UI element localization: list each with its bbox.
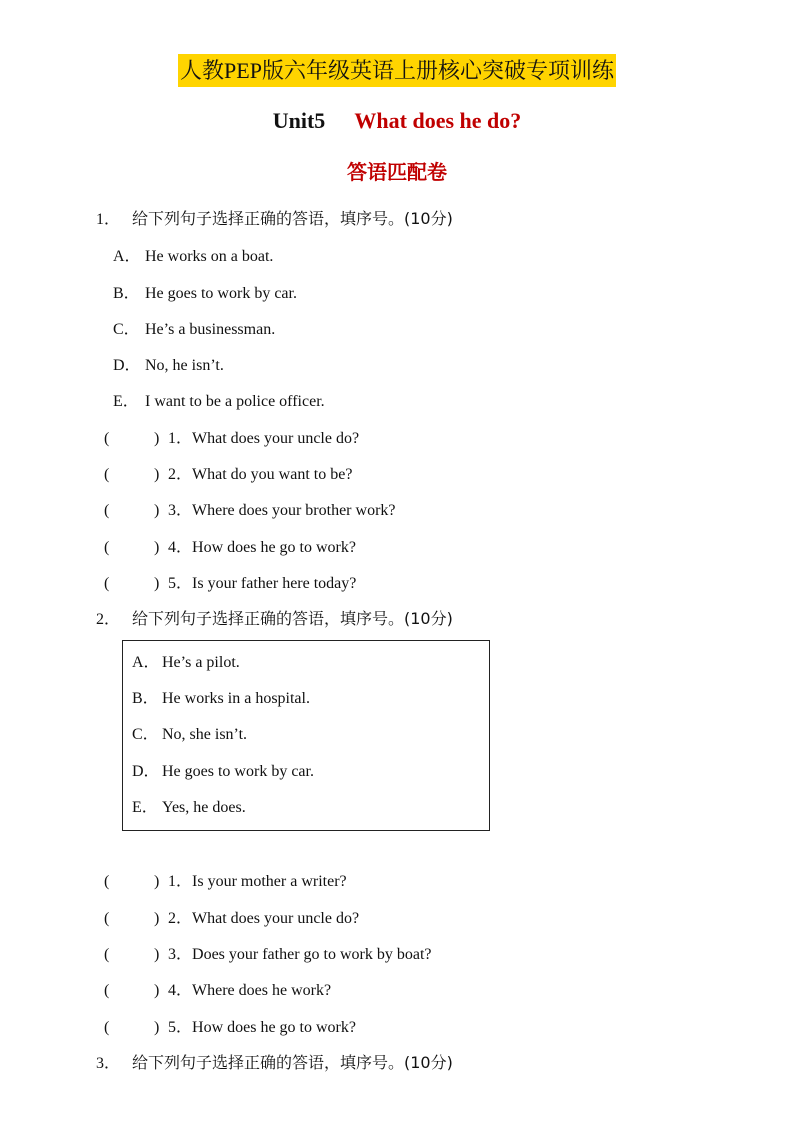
- question-item: [104, 868, 347, 891]
- item-text: Where does your brother work?: [192, 502, 396, 519]
- option: [132, 721, 247, 744]
- question-item: [104, 977, 331, 1000]
- question-item: [104, 461, 352, 484]
- section-instruction: 给下列句子选择正确的答语，填序号。(10分): [132, 209, 453, 228]
- item-text: How does he go to work?: [192, 539, 356, 556]
- answer-blank-close: ): [154, 1019, 160, 1036]
- option-text: No, he isn’t.: [145, 357, 224, 374]
- option-text: He works on a boat.: [145, 248, 274, 265]
- item-number: 5．: [168, 575, 193, 592]
- option-text: He’s a businessman.: [145, 321, 276, 338]
- item-text: What does your uncle do?: [192, 910, 360, 927]
- section-number: 3．: [96, 1055, 121, 1072]
- option-letter: D．: [113, 357, 141, 374]
- unit-heading: [0, 108, 794, 134]
- answer-blank-close: ): [154, 946, 160, 963]
- item-text: Does your father go to work by boat?: [192, 946, 432, 963]
- option: [113, 243, 273, 266]
- item-text: What does your uncle do?: [192, 430, 360, 447]
- section-1-heading: [96, 206, 453, 229]
- item-number: 4．: [168, 982, 193, 999]
- answer-blank-close: ): [154, 430, 160, 447]
- option-text: He’s a pilot.: [162, 654, 240, 671]
- option-text: Yes, he does.: [162, 799, 246, 816]
- worksheet-title-text: 人教PEP版六年级英语上册核心突破专项训练: [178, 54, 616, 87]
- option-letter: B．: [113, 285, 140, 302]
- answer-blank-open[interactable]: (: [104, 873, 110, 890]
- item-text: What do you want to be?: [192, 466, 353, 483]
- section-number: 2．: [96, 611, 121, 628]
- answer-blank-open[interactable]: (: [104, 502, 110, 519]
- option-letter: C．: [132, 726, 159, 743]
- option-text: He goes to work by car.: [162, 763, 314, 780]
- option-text: He works in a hospital.: [162, 690, 310, 707]
- option-letter: E．: [113, 393, 139, 410]
- option: [113, 352, 224, 375]
- section-2-heading: [96, 606, 453, 629]
- section-instruction: 给下列句子选择正确的答语，填序号。(10分): [132, 609, 453, 628]
- item-number: 2．: [168, 910, 193, 927]
- option-letter: D．: [132, 763, 160, 780]
- question-item: [104, 570, 356, 593]
- answer-blank-close: ): [154, 502, 160, 519]
- answer-blank-close: ): [154, 466, 160, 483]
- item-text: How does he go to work?: [192, 1019, 356, 1036]
- question-item: [104, 905, 359, 928]
- unit-number: Unit5: [272, 108, 326, 133]
- answer-blank-open[interactable]: (: [104, 430, 110, 447]
- item-text: Is your father here today?: [192, 575, 357, 592]
- question-item: [104, 425, 359, 448]
- option: [132, 685, 310, 708]
- option-letter: A．: [132, 654, 160, 671]
- answer-blank-close: ): [154, 982, 160, 999]
- section-number: 1．: [96, 211, 121, 228]
- question-item: [104, 497, 396, 520]
- question-item: [104, 534, 356, 557]
- section-instruction: 给下列句子选择正确的答语，填序号。(10分): [132, 1053, 453, 1072]
- answer-blank-open[interactable]: (: [104, 982, 110, 999]
- section-3-heading: [96, 1050, 453, 1073]
- option-letter: A．: [113, 248, 141, 265]
- answer-blank-open[interactable]: (: [104, 466, 110, 483]
- answer-blank-close: ): [154, 873, 160, 890]
- question-item: [104, 941, 432, 964]
- answer-blank-close: ): [154, 575, 160, 592]
- option: [113, 316, 275, 339]
- answer-blank-open[interactable]: (: [104, 910, 110, 927]
- worksheet-subtitle: 答语匹配卷: [347, 160, 447, 184]
- option: [132, 794, 246, 817]
- answer-blank-close: ): [154, 539, 160, 556]
- option-text: He goes to work by car.: [145, 285, 297, 302]
- item-number: 3．: [168, 946, 193, 963]
- worksheet-title: [0, 54, 794, 85]
- question-item: [104, 1014, 356, 1037]
- item-number: 3．: [168, 502, 193, 519]
- item-number: 5．: [168, 1019, 193, 1036]
- option-letter: E．: [132, 799, 158, 816]
- item-text: Is your mother a writer?: [192, 873, 347, 890]
- unit-title: What does he do?: [354, 108, 522, 133]
- item-text: Where does he work?: [192, 982, 332, 999]
- item-number: 1．: [168, 873, 193, 890]
- answer-blank-open[interactable]: (: [104, 539, 110, 556]
- option-text: I want to be a police officer.: [145, 393, 325, 410]
- option-text: No, she isn’t.: [162, 726, 248, 743]
- answer-blank-open[interactable]: (: [104, 575, 110, 592]
- option-letter: B．: [132, 690, 159, 707]
- option: [113, 388, 325, 411]
- option: [132, 649, 240, 672]
- answer-blank-open[interactable]: (: [104, 1019, 110, 1036]
- option: [132, 758, 314, 781]
- option: [113, 280, 297, 303]
- answer-blank-close: ): [154, 910, 160, 927]
- item-number: 2．: [168, 466, 193, 483]
- answer-blank-open[interactable]: (: [104, 946, 110, 963]
- item-number: 4．: [168, 539, 193, 556]
- option-letter: C．: [113, 321, 140, 338]
- item-number: 1．: [168, 430, 193, 447]
